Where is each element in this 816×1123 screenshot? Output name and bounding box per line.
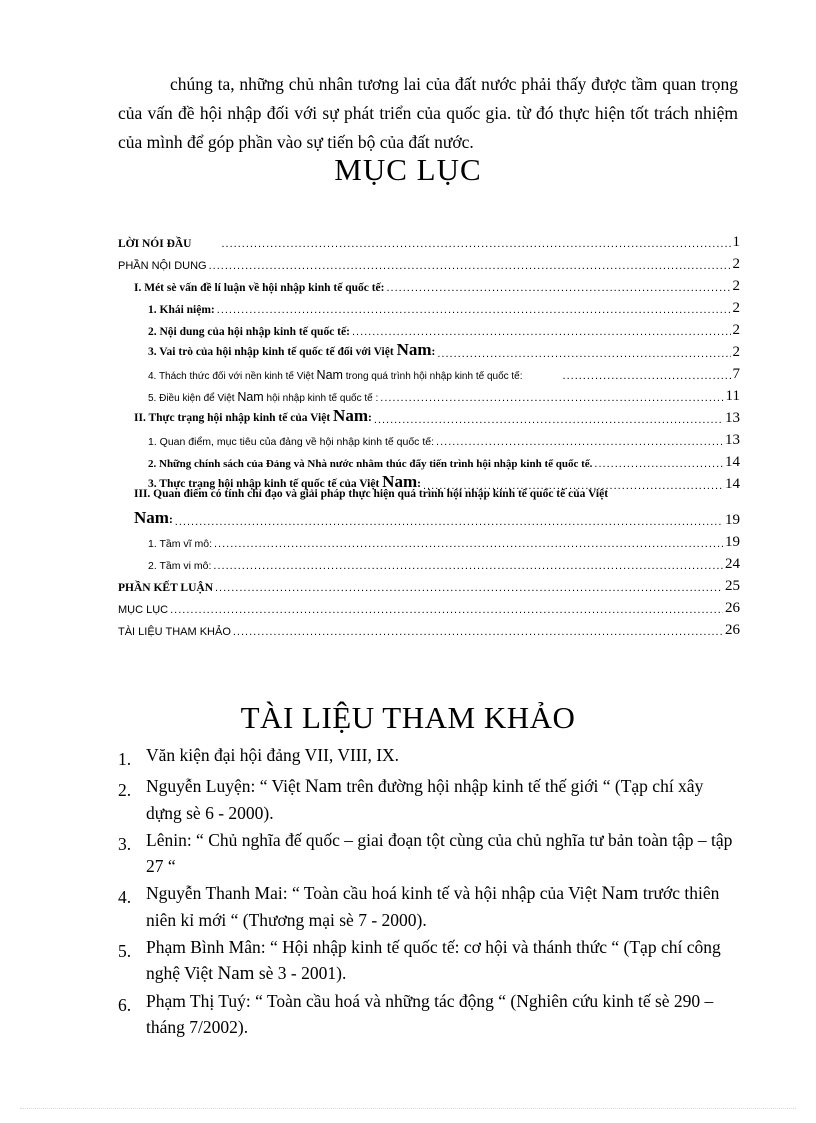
reference-text: Phạm Thị Tuý: “ Toàn cầu hoá và những tác động “ (Nghiên cứu kinh tế sè 290 – tháng 7/2002). (146, 991, 714, 1037)
toc-entry-contents[interactable] (118, 596, 740, 616)
toc-page: 19 (725, 534, 740, 550)
toc-page: 7 (732, 366, 740, 382)
toc-label: TÀI LIỆU THAM KHẢO (118, 626, 231, 638)
toc-entry-1-5[interactable] (148, 384, 740, 404)
references-list (118, 742, 740, 1041)
toc-entry-3-2[interactable] (148, 552, 740, 572)
leader-dots (214, 538, 723, 550)
toc-label: MỤC LỤC (118, 604, 169, 616)
leader-dots (436, 436, 723, 448)
toc-entry-3-1[interactable] (148, 530, 740, 550)
reference-text: Phạm Bình Mân: “ Hội nhập kinh tế quốc tế: cơ hội và thánh thức “ (Tạp chí công nghệ Việt Nam sè 3 - 2001). (146, 937, 721, 984)
toc-page: 14 (725, 454, 740, 470)
leader-dots (437, 348, 730, 360)
leader-dots (386, 282, 730, 294)
reference-item (118, 988, 740, 1040)
toc-label: 2. Những chính sách của Đảng và Nhà nước nhằm thúc đẩy tiến trình hội nhập kinh tế quốc tế. (148, 458, 593, 470)
toc-label: 1. Khái niệm: (148, 304, 215, 316)
reference-item (118, 773, 740, 826)
leader-dots (217, 304, 731, 316)
toc-label: 2. Tầm vi mô: (148, 560, 212, 572)
toc-page: 13 (725, 410, 740, 426)
toc-entry-1-4[interactable] (148, 362, 740, 382)
toc-page: 26 (725, 600, 740, 616)
toc-label: PHẦN NỘI DUNG (118, 260, 207, 272)
leader-dots (221, 238, 730, 250)
toc-label: 5. Điều kiện để Việt Nam hội nhập kinh tế quốc tế : (148, 390, 379, 404)
reference-number: 5. (118, 941, 132, 961)
toc-entry-section-3[interactable] (134, 508, 740, 528)
toc-page: 2 (732, 322, 740, 338)
toc-entry-1-1[interactable] (148, 296, 740, 316)
toc-page: 2 (732, 300, 740, 316)
toc-page: 11 (725, 388, 740, 404)
toc-entry-section-2[interactable] (134, 406, 740, 426)
toc-page: 24 (725, 556, 740, 572)
reference-text: Nguyễn Luyện: “ Việt Nam trên đường hội nhập kinh tế thế giới “ (Tạp chí xây dựng sè 6 - 2000). (146, 776, 704, 823)
toc-entry-section-1[interactable] (134, 274, 740, 294)
toc-label: I. Mét sè vấn đề lí luận về hội nhập kinh tế quốc tế: (134, 282, 385, 294)
toc-page: 2 (732, 278, 740, 294)
reference-item (118, 880, 740, 933)
reference-item (118, 827, 740, 879)
reference-text: Văn kiện đại hội đảng VII, VIII, IX. (146, 745, 400, 765)
toc-label: 3. Thực trạng hội nhập kinh tế quốc tế của Việt Nam: (148, 472, 421, 491)
leader-dots (374, 414, 723, 426)
reference-text: Lênin: “ Chủ nghĩa đế quốc – giai đoạn tột cùng của chủ nghĩa tư bản toàn tập – tập 27 “ (146, 830, 733, 876)
intro-paragraph (118, 70, 738, 157)
reference-item (118, 742, 740, 772)
reference-number: 2. (118, 780, 132, 800)
leader-dots (380, 392, 723, 404)
reference-text: Nguyễn Thanh Mai: “ Toàn cầu hoá kinh tế và hội nhập của Việt Nam trước thiên niên kỉ mới “ (Thương mại sè 7 - 2000). (146, 883, 720, 930)
toc-page: 19 (725, 512, 740, 528)
toc-entry-content[interactable] (118, 252, 740, 272)
toc-title: MỤC LỤC (334, 152, 482, 187)
toc-label: 2. Nội dung của hội nhập kinh tế quốc tế: (148, 326, 350, 338)
toc-entry-1-3[interactable] (148, 340, 740, 360)
toc-entry-section-3-line1[interactable]: III. Quan điểm có tính chỉ đạo và giải pháp thực hiện quá trình hội nhập kinh tế quốc tế của Việt (134, 488, 609, 500)
references-title: TÀI LIỆU THAM KHẢO (240, 700, 576, 735)
toc-label: 3. Vai trò của hội nhập kinh tế quốc tế đối với Việt Nam: (148, 340, 436, 359)
toc-page: 14 (725, 476, 740, 492)
toc-page: 26 (725, 622, 740, 638)
intro-text: chúng ta, những chủ nhân tương lai của đất nước phải thấy được tầm quan trọng của vấn đề hội nhập đối với sự phát triển của quốc gia. từ đó thực hiện tốt trách nhiệm của mình để góp phần vào sự tiến bộ của đất nước. (118, 74, 738, 152)
leader-dots (352, 326, 731, 338)
reference-item (118, 934, 740, 987)
toc-label: II. Thực trạng hội nhập kinh tế của Việt Nam: (134, 406, 372, 425)
leader-dots (213, 560, 723, 572)
toc-page: 25 (725, 578, 740, 594)
reference-number: 4. (118, 887, 132, 907)
toc-entry-2-1[interactable] (148, 428, 740, 448)
leader-dots (170, 604, 723, 616)
toc-label: 4. Thách thức đối với nền kinh tế Việt Nam trong quá trình hội nhập kinh tế quốc tế: (148, 368, 523, 382)
leader-dots (233, 626, 723, 638)
reference-number: 3. (118, 834, 132, 854)
toc-label: 1. Quan điểm, mục tiêu của đảng về hội nhập kinh tế quốc tế: (148, 436, 435, 448)
toc-label: PHẦN KẾT LUẬN (118, 582, 213, 594)
toc-page: 2 (732, 344, 740, 360)
toc-page: 13 (725, 432, 740, 448)
leader-dots (594, 458, 723, 470)
leader-dots (175, 516, 723, 528)
toc-label: Nam: (134, 508, 173, 527)
toc-entry-2-2[interactable] (148, 450, 740, 470)
toc-entry-preface[interactable] (118, 230, 740, 250)
toc-page: 1 (732, 234, 740, 250)
reference-number: 6. (118, 995, 132, 1015)
toc-entry-conclusion[interactable] (118, 574, 740, 594)
toc-label: LỜI NÓI ĐẦU (118, 238, 192, 250)
leader-dots (209, 260, 731, 272)
leader-dots (563, 370, 731, 382)
reference-number: 1. (118, 749, 132, 769)
page-bottom-divider (20, 1108, 796, 1109)
toc-page: 2 (732, 256, 740, 272)
toc-entry-1-2[interactable] (148, 318, 740, 338)
toc-entry-references[interactable] (118, 618, 740, 638)
toc-label: 1. Tầm vĩ mô: (148, 538, 212, 550)
leader-dots (215, 582, 723, 594)
